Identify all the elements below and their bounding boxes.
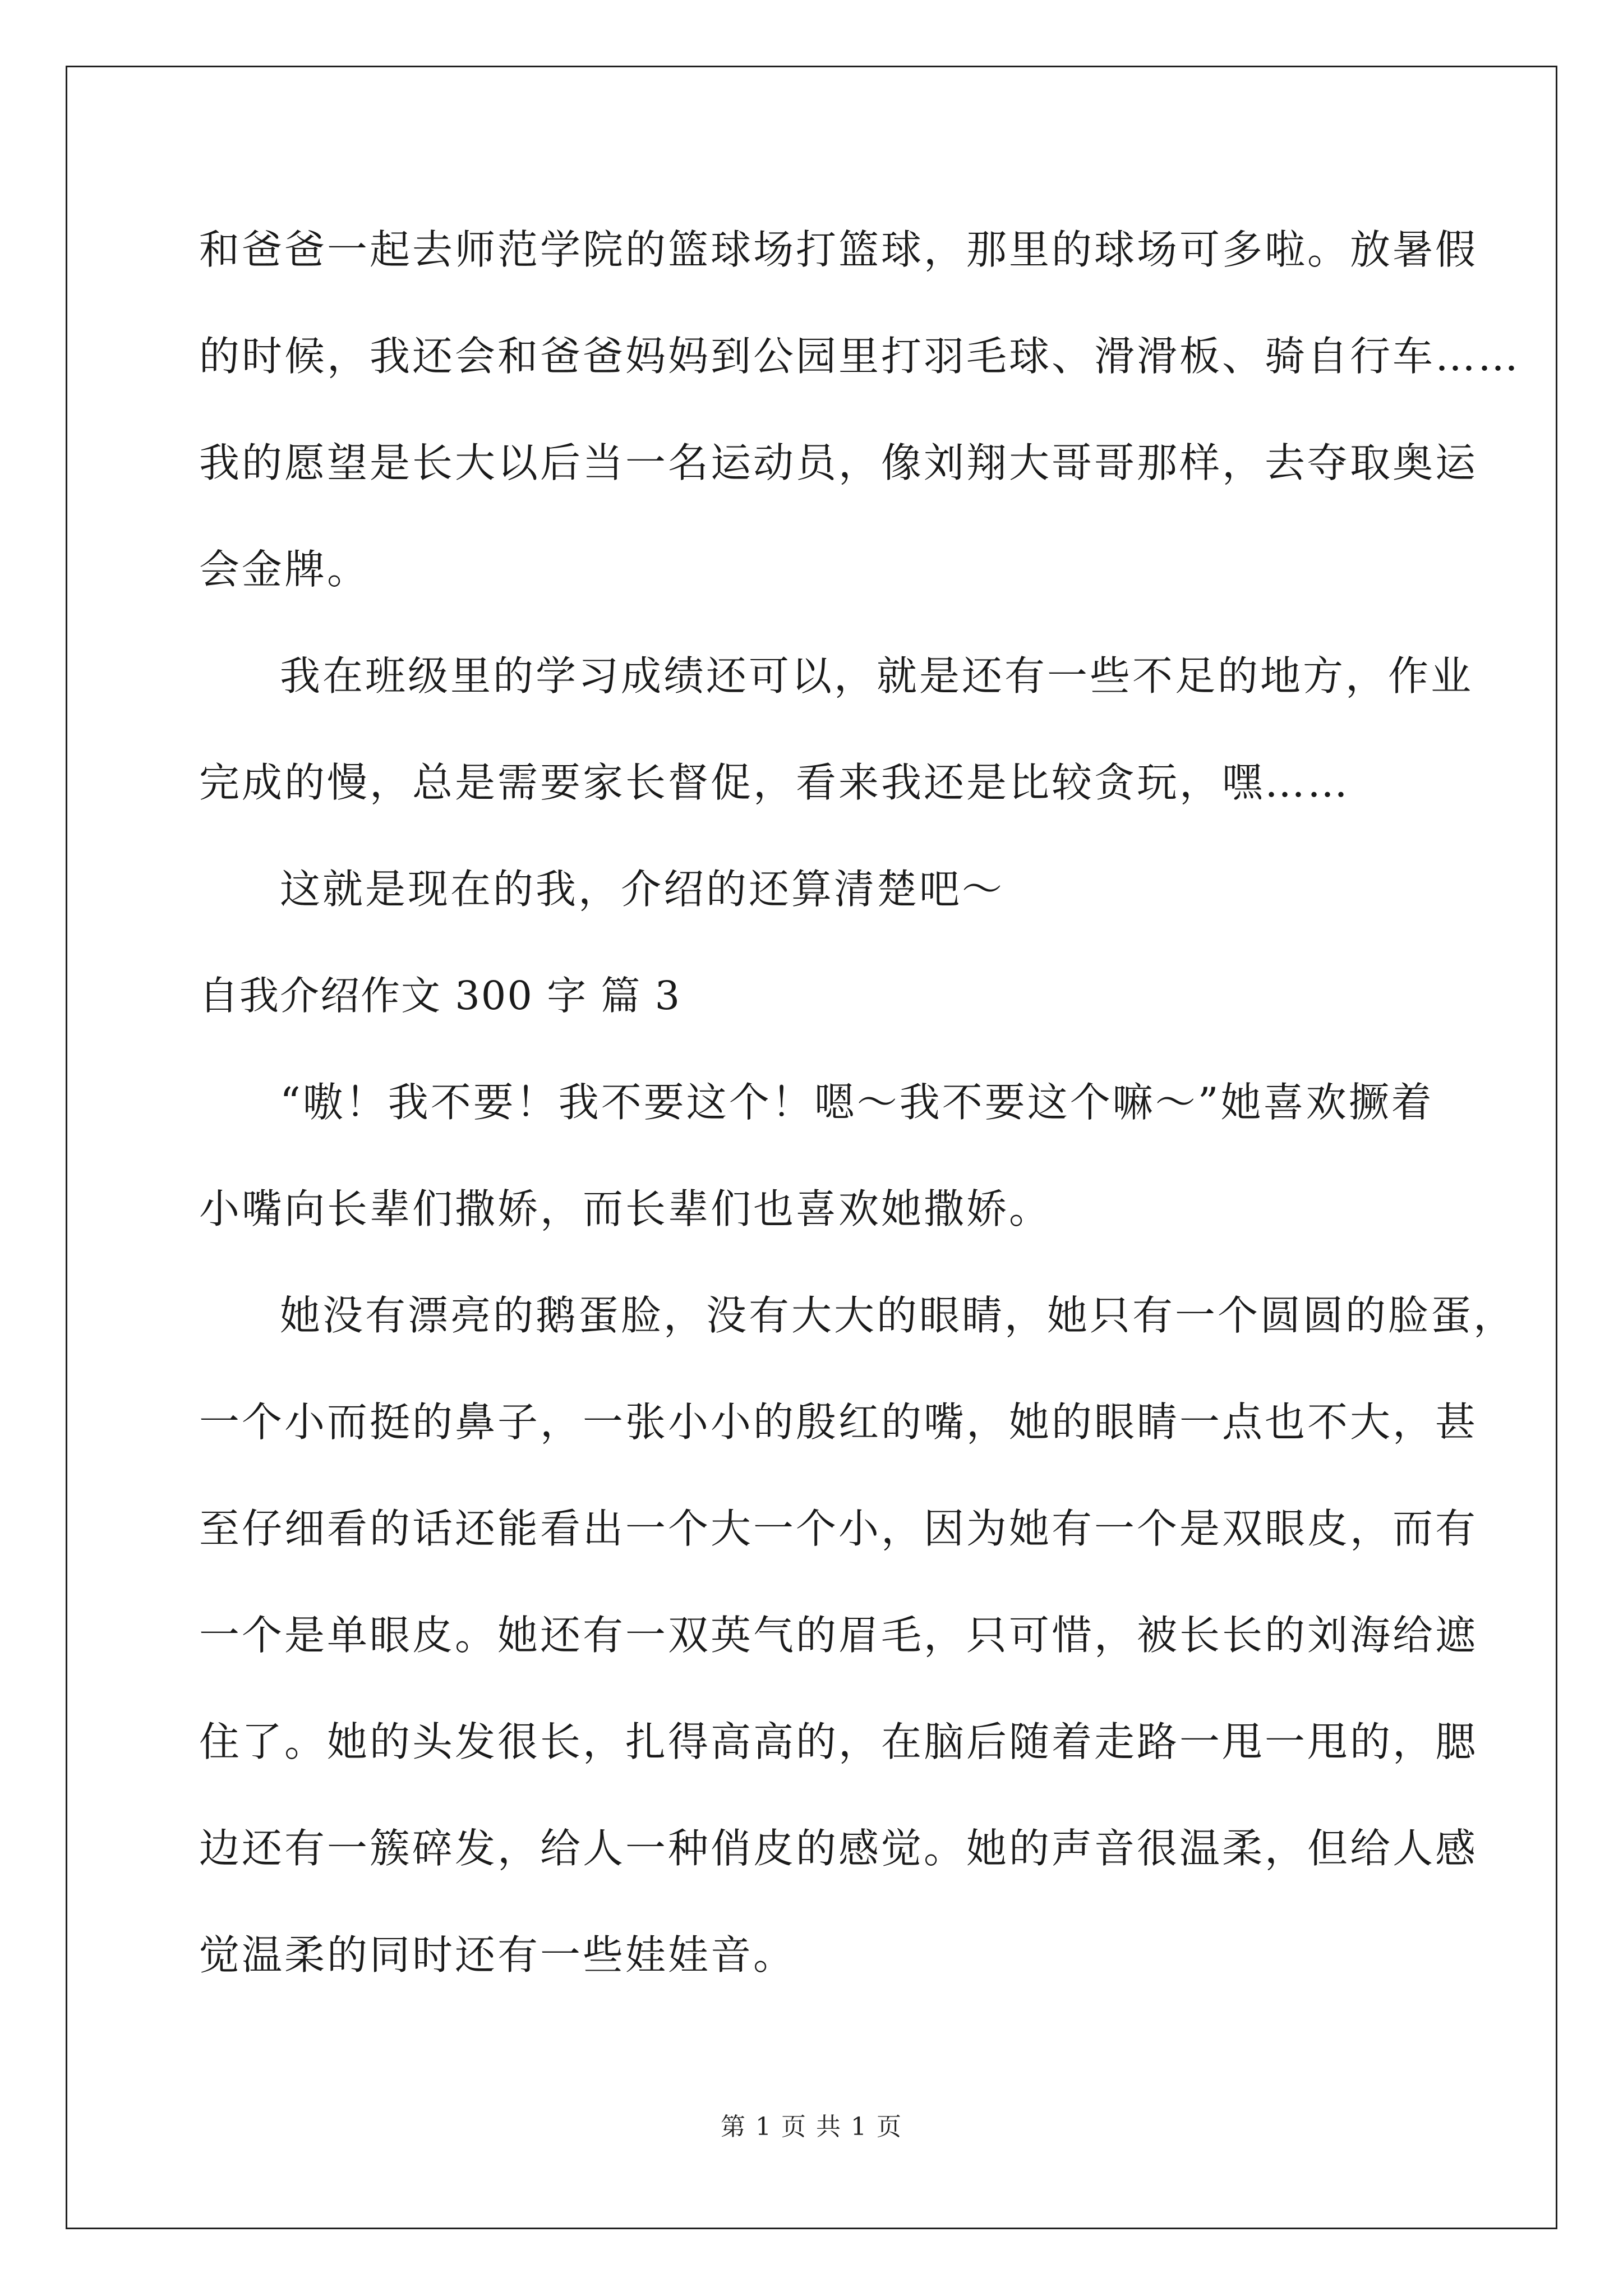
text-line: 边还有一簇碎发，给人一种俏皮的感觉。她的声音很温柔，但给人感 [199, 1825, 1478, 1872]
text-line: 小嘴向长辈们撒娇，而长辈们也喜欢她撒娇。 [199, 1185, 1052, 1232]
paragraph-start-line: “嗷！我不要！我不要这个！嗯～我不要这个嘛～”她喜欢撅着 [280, 1079, 1434, 1126]
text-line: 觉温柔的同时还有一些娃娃音。 [199, 1931, 796, 1978]
text-line: 完成的慢，总是需要家长督促，看来我还是比较贪玩，嘿…… [199, 759, 1350, 806]
paragraph-start-line: 我在班级里的学习成绩还可以，就是还有一些不足的地方，作业 [280, 652, 1474, 700]
document-body [199, 196, 1521, 2008]
paragraph-start-line: 这就是现在的我，介绍的还算清楚吧～ [280, 866, 1005, 913]
text-line: 会金牌。 [199, 546, 370, 593]
text-line: 至仔细看的话还能看出一个大一个小，因为她有一个是双眼皮，而有 [199, 1505, 1478, 1552]
page-footer: 第 1 页 共 1 页 [721, 2113, 902, 2141]
text-line: 一个是单眼皮。她还有一双英气的眉毛，只可惜，被长长的刘海给遮 [199, 1612, 1478, 1659]
paragraph-start-line: 她没有漂亮的鹅蛋脸，没有大大的眼睛，她只有一个圆圆的脸蛋， [280, 1292, 1516, 1339]
text-line: 我的愿望是长大以后当一名运动员，像刘翔大哥哥那样，去夺取奥运 [199, 439, 1478, 486]
text-line: 的时候，我还会和爸爸妈妈到公园里打羽毛球、滑滑板、骑自行车…… [199, 333, 1521, 380]
section-heading: 自我介绍作文 300 字 篇 3 [199, 973, 681, 1019]
text-line: 一个小而挺的鼻子，一张小小的殷红的嘴，她的眼睛一点也不大，甚 [199, 1398, 1478, 1446]
text-line: 住了。她的头发很长，扎得高高的，在脑后随着走路一甩一甩的，腮 [199, 1718, 1478, 1765]
text-line: 和爸爸一起去师范学院的篮球场打篮球，那里的球场可多啦。放暑假 [199, 226, 1478, 273]
